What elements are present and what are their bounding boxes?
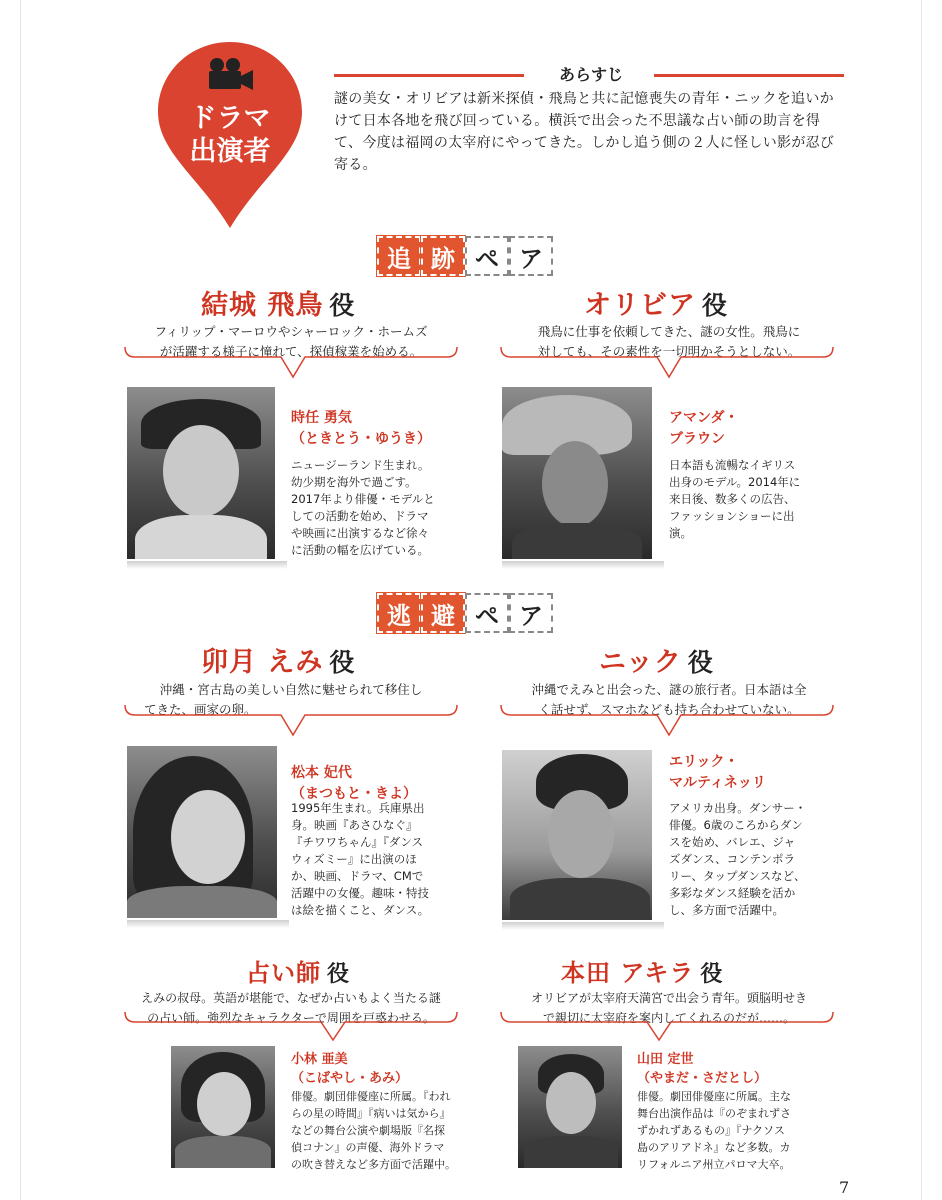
actor-photo — [127, 746, 277, 918]
actor-photo — [502, 750, 652, 920]
actor-bio: 日本語も流暢なイギリス 出身のモデル。2014年に 来日後、数多くの広告、 ファッションショーに出 演。 — [669, 458, 801, 540]
speech-bubble-line — [121, 703, 461, 739]
speech-bubble-line — [121, 1010, 461, 1044]
synopsis-text: 謎の美女・オリビアは新米探偵・飛鳥と共に記憶喪失の青年・ニックを追いかけて日本各地を飛び回っている。横浜で出会った不思議な占い師の助言を得て、今度は福岡の太宰府にやってきた。しかし追う側の２人に怪しい影が忍び寄る。 — [334, 91, 835, 173]
movie-camera-icon — [205, 56, 255, 92]
photo-shadow — [127, 561, 287, 569]
actor-bio: ニュージーランド生まれ。 幼少期を海外で過ごす。 2017年より俳優・モデルと しての活動を始め、ドラマ や映画に出演するなど徐々 に活動の幅を広げている。 — [291, 458, 435, 557]
pair-char: ペ — [465, 236, 509, 276]
photo-shadow — [127, 920, 289, 928]
pair-char: 逃 — [377, 593, 421, 633]
role-description: えみの叔母。英語が堪能で、なぜか占いもよく当たる謎 の占い師。強烈なキャラクターで周囲を戸惑わせる。 — [141, 991, 441, 1025]
speech-bubble-line — [497, 1010, 837, 1044]
page-number: 7 — [839, 1178, 850, 1197]
role-title: 結城 飛鳥 役 — [201, 290, 356, 321]
role-title: 卯月 えみ 役 — [201, 647, 356, 678]
photo-shadow — [502, 561, 664, 569]
pair-char: 追 — [377, 236, 421, 276]
cast-badge — [156, 40, 304, 230]
synopsis-rule-right — [654, 74, 844, 77]
role-title: 占い師 役 — [246, 958, 351, 987]
speech-bubble-line — [497, 345, 837, 381]
role-description: オリビアが太宰府天満宮で出会う青年。頭脳明せき で親切に太宰府を案内してくれるのだが……。 — [530, 991, 807, 1025]
role-description: 飛鳥に仕事を依頼してきた、謎の女性。飛鳥に 対しても、その素性を一切明かそうとしない。 — [537, 324, 801, 359]
actor-bio: 俳優。劇団俳優座に所属。『われ らの星の時間』『病いは気から』 などの舞台公演や劇場版『名探 偵コナン』の声優、海外ドラマ の吹き替えなど多方面で活躍中。 — [291, 1090, 456, 1171]
synopsis-heading: あらすじ — [558, 65, 623, 84]
escape-pair-header — [377, 593, 553, 633]
actor-name: 時任 勇気 （ときとう・ゆうき） — [291, 410, 431, 447]
actor-name: 松本 妃代 （まつもと・きよ） — [291, 765, 417, 802]
speech-bubble-line — [121, 345, 461, 381]
synopsis-rule-left — [334, 74, 524, 77]
pair-char: ア — [509, 236, 553, 276]
actor-photo — [502, 387, 652, 559]
actor-name: 山田 定世 （やまだ・さだとし） — [637, 1052, 768, 1086]
role-description: フィリップ・マーロウやシャーロック・ホームズ が活躍する様子に憧れて、探偵稼業を始める。 — [154, 324, 428, 359]
actor-photo — [127, 387, 275, 559]
actor-photo — [518, 1046, 622, 1168]
actor-photo — [171, 1046, 275, 1168]
badge-title: ドラマ 出演者 — [189, 103, 271, 167]
speech-bubble-line — [497, 703, 837, 739]
role-title: オリビア 役 — [584, 290, 729, 321]
role-description: 沖縄でえみと出会った、謎の旅行者。日本語は全 く話せず、スマホなども持ち合わせていない。 — [531, 682, 807, 717]
pair-char: 避 — [421, 593, 465, 633]
actor-name: アマンダ・ ブラウン — [669, 410, 739, 447]
actor-name: エリック・ マルティネッリ — [669, 754, 766, 791]
actor-bio: 1995年生まれ。兵庫県出 身。映画『あさひなぐ』 『チワワちゃん』『ダンス ウィズミー』に出演のほ か、映画、ドラマ、CMで 活躍中の女優。趣味・特技 は絵を描くこと、ダンス。 — [291, 801, 430, 917]
pair-char: 跡 — [421, 236, 465, 276]
actor-name: 小林 亜美 （こばやし・あみ） — [291, 1052, 409, 1086]
role-description: 沖縄・宮古島の美しい自然に魅せられて移住し てきた、画家の卵。 — [144, 682, 423, 717]
role-title: ニック 役 — [599, 647, 714, 678]
magazine-page — [20, 0, 922, 1200]
photo-shadow — [502, 922, 664, 930]
role-title: 本田 アキラ 役 — [561, 958, 724, 987]
chase-pair-header — [377, 236, 553, 276]
actor-bio: アメリカ出身。ダンサー・ 俳優。6歳のころからダン スを始め、バレエ、ジャ ズダンス、コンテンポラ リー、タップダンスなど、 多彩なダンス経験を活か し、多方面で活躍中。 — [669, 801, 807, 917]
pair-char: ペ — [465, 593, 509, 633]
pair-char: ア — [509, 593, 553, 633]
actor-bio: 俳優。劇団俳優座に所属。主な 舞台出演作品は『のぞまれずさ ずかれずあるもの』『ナクソス 島のアリアドネ』など多数。カ リフォルニア州立パロマ大卒。 — [637, 1090, 791, 1171]
